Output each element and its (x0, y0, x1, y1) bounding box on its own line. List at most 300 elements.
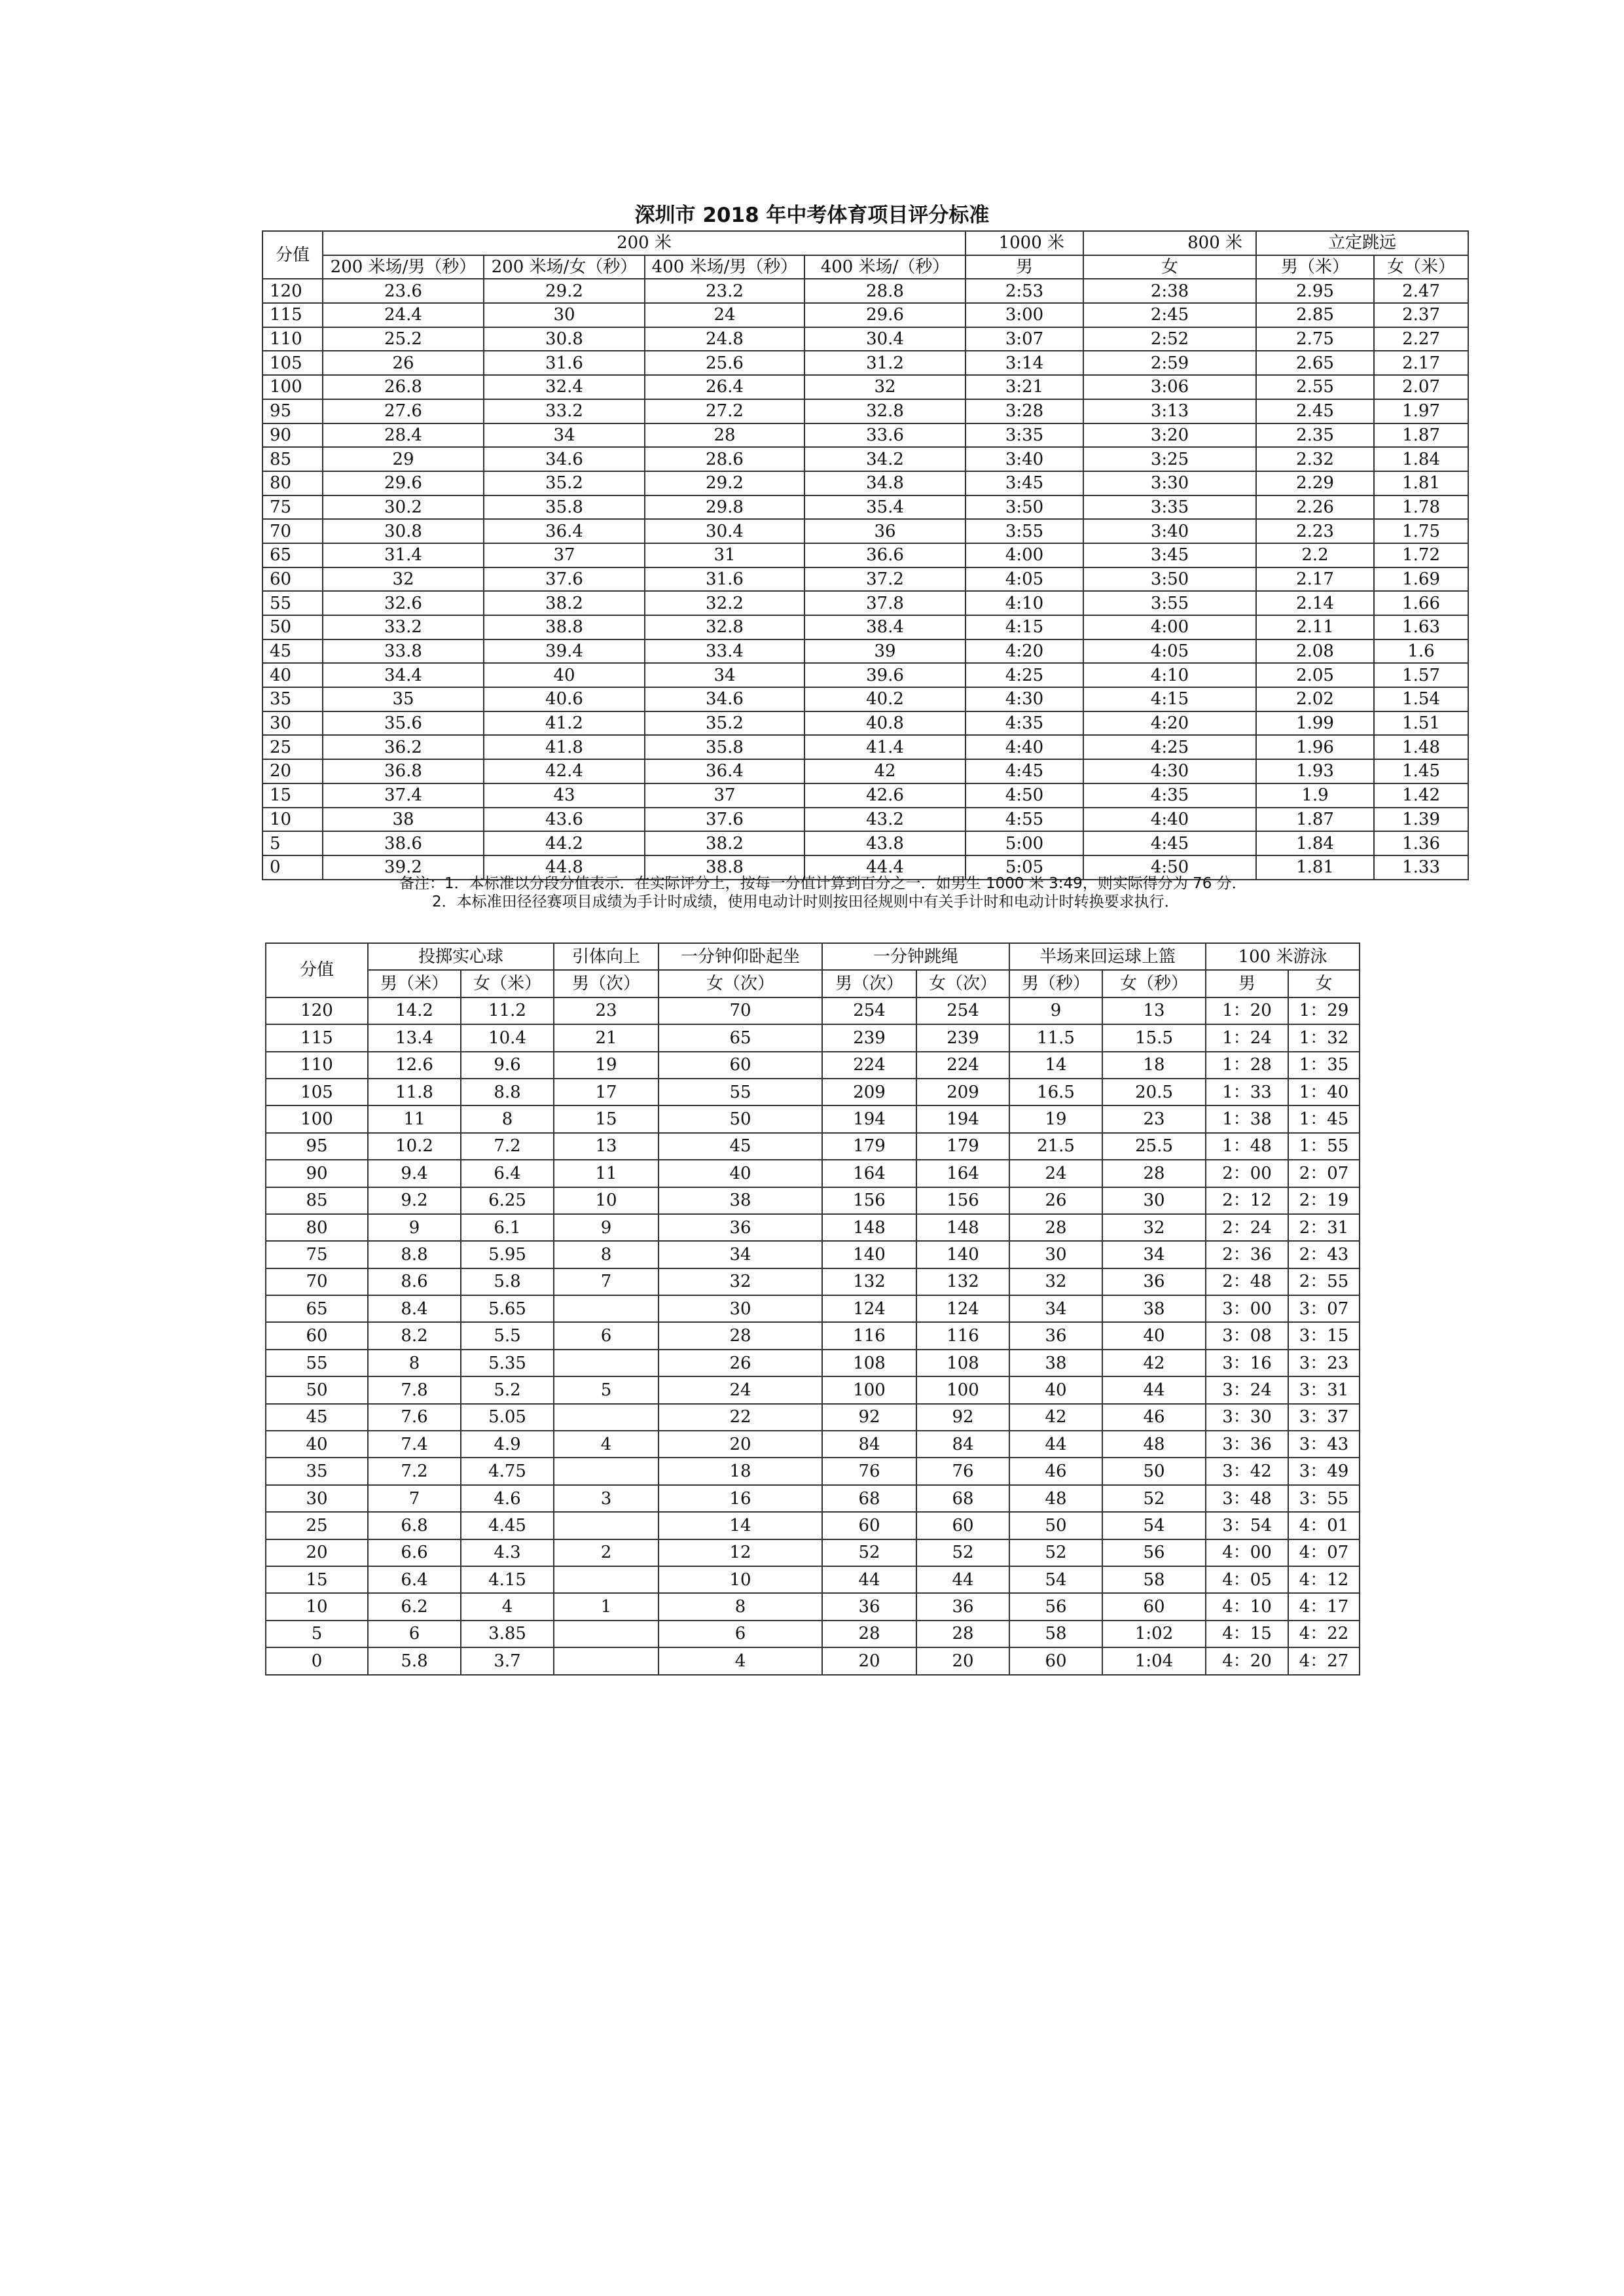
table-cell: 2：55 (1288, 1268, 1360, 1295)
header-basket-male: 男（秒） (1009, 970, 1102, 997)
table-cell: 37.6 (645, 808, 804, 832)
table-cell: 46 (1102, 1404, 1206, 1431)
table-row (266, 1187, 1360, 1214)
table-cell: 1.75 (1374, 519, 1468, 543)
table-cell: 2 (554, 1539, 659, 1566)
table-cell: 32.6 (323, 591, 484, 615)
table-cell: 30 (484, 303, 645, 327)
table-cell: 7.2 (368, 1458, 461, 1484)
table-cell: 3:21 (965, 375, 1083, 399)
table-cell: 4：10 (1206, 1593, 1288, 1620)
table-cell: 17 (554, 1079, 659, 1105)
table-cell: 40 (1009, 1376, 1102, 1403)
table-cell: 3：00 (1206, 1295, 1288, 1322)
table-row (262, 423, 1468, 448)
table-cell: 33.2 (323, 615, 484, 639)
table-cell: 5.8 (461, 1268, 554, 1295)
table-cell: 5:05 (965, 855, 1083, 880)
header-200m-field-male: 200 米场/男（秒） (323, 255, 484, 279)
table-cell: 1.48 (1374, 735, 1468, 759)
table-cell: 2：31 (1288, 1214, 1360, 1241)
table-cell: 9 (368, 1214, 461, 1241)
table-cell: 39.2 (323, 855, 484, 880)
table-row (262, 808, 1468, 832)
table-cell: 3:50 (965, 495, 1083, 520)
table-cell: 1：32 (1288, 1024, 1360, 1051)
table-cell: 40.6 (484, 687, 645, 711)
table-cell: 4.45 (461, 1512, 554, 1539)
table-cell: 1.45 (1374, 759, 1468, 783)
table-cell: 36 (804, 519, 965, 543)
table-cell: 20.5 (1102, 1079, 1206, 1105)
table-cell: 38.6 (323, 831, 484, 855)
table-cell: 3:40 (1083, 519, 1256, 543)
table-cell: 56 (1102, 1539, 1206, 1566)
table-cell: 2.23 (1256, 519, 1374, 543)
table-cell: 35.2 (645, 711, 804, 736)
table-cell: 32.8 (645, 615, 804, 639)
table-cell: 44.4 (804, 855, 965, 880)
table-cell: 3：48 (1206, 1485, 1288, 1512)
table-cell: 35.8 (484, 495, 645, 520)
table-cell: 3：36 (1206, 1431, 1288, 1458)
table-row (262, 375, 1468, 399)
table-cell: 1.51 (1374, 711, 1468, 736)
table-cell: 1：45 (1288, 1105, 1360, 1132)
table-cell: 9 (554, 1214, 659, 1241)
table-cell: 1.78 (1374, 495, 1468, 520)
table-cell: 4：22 (1288, 1621, 1360, 1647)
table-cell: 3：30 (1206, 1404, 1288, 1431)
score-cell: 110 (262, 327, 323, 351)
table-cell: 38 (1102, 1295, 1206, 1322)
table-cell: 4：27 (1288, 1647, 1360, 1674)
table-cell: 2.17 (1374, 351, 1468, 375)
table-cell: 3：49 (1288, 1458, 1360, 1484)
table-cell: 20 (659, 1431, 822, 1458)
score-cell: 60 (266, 1322, 368, 1349)
table-cell: 10 (659, 1566, 822, 1593)
table-cell (554, 1458, 659, 1484)
table-cell: 14 (659, 1512, 822, 1539)
table-cell: 60 (822, 1512, 916, 1539)
table-cell: 3:45 (965, 471, 1083, 495)
header-rope-female: 女（次） (916, 970, 1009, 997)
table-cell: 209 (822, 1079, 916, 1105)
table-cell (554, 1350, 659, 1376)
table-cell: 2.47 (1374, 279, 1468, 303)
table-cell: 1.87 (1374, 423, 1468, 448)
table-row (266, 1079, 1360, 1105)
table-cell: 224 (916, 1052, 1009, 1079)
table-cell: 6.8 (368, 1512, 461, 1539)
table-cell: 34.6 (484, 447, 645, 471)
table-cell: 1.97 (1374, 399, 1468, 423)
header-rope-male: 男（次） (822, 970, 916, 997)
score-cell: 10 (266, 1593, 368, 1620)
header-800m-female: 女 (1083, 255, 1256, 279)
table-cell: 164 (822, 1160, 916, 1187)
table-cell: 4：00 (1206, 1539, 1288, 1566)
table-cell: 38.8 (484, 615, 645, 639)
table-cell: 40.2 (804, 687, 965, 711)
table-row (262, 711, 1468, 736)
table-row (262, 687, 1468, 711)
table-cell: 1：29 (1288, 997, 1360, 1024)
table-cell: 19 (1009, 1105, 1102, 1132)
table-row (262, 567, 1468, 592)
score-cell: 15 (266, 1566, 368, 1593)
table-cell: 194 (916, 1105, 1009, 1132)
table-cell: 32.8 (804, 399, 965, 423)
table-cell: 54 (1102, 1512, 1206, 1539)
table-cell: 30 (1009, 1241, 1102, 1268)
score-cell: 110 (266, 1052, 368, 1079)
table-cell: 5.35 (461, 1350, 554, 1376)
table-cell: 60 (1009, 1647, 1102, 1674)
table-cell: 41.8 (484, 735, 645, 759)
table-cell: 2.29 (1256, 471, 1374, 495)
table-cell: 11.2 (461, 997, 554, 1024)
table-cell: 37.4 (323, 783, 484, 808)
table-cell: 23 (554, 997, 659, 1024)
table-cell: 10.2 (368, 1133, 461, 1160)
table-cell: 30.4 (645, 519, 804, 543)
table-cell (554, 1647, 659, 1674)
table-cell: 9.6 (461, 1052, 554, 1079)
header-jump-female: 女（米） (1374, 255, 1468, 279)
table-cell: 36.2 (323, 735, 484, 759)
table-cell: 6.6 (368, 1539, 461, 1566)
table-cell: 239 (822, 1024, 916, 1051)
header-800m: 800 米 (1083, 231, 1256, 255)
table-cell: 32.2 (645, 591, 804, 615)
table-cell: 1.9 (1256, 783, 1374, 808)
table-cell (554, 1621, 659, 1647)
table-cell: 38.8 (645, 855, 804, 880)
table-cell: 4:55 (965, 808, 1083, 832)
table-cell: 65 (659, 1024, 822, 1051)
table-cell: 1.42 (1374, 783, 1468, 808)
table-cell: 38.2 (484, 591, 645, 615)
table-row (262, 495, 1468, 520)
score-cell: 15 (262, 783, 323, 808)
score-cell: 25 (262, 735, 323, 759)
table-cell: 4 (461, 1593, 554, 1620)
table-cell: 1.54 (1374, 687, 1468, 711)
table-cell: 9 (1009, 997, 1102, 1024)
table-cell: 2：43 (1288, 1241, 1360, 1268)
table-cell: 32 (804, 375, 965, 399)
table-row (266, 1376, 1360, 1403)
table-cell: 2：36 (1206, 1241, 1288, 1268)
table-cell: 4.6 (461, 1485, 554, 1512)
table-cell (554, 1566, 659, 1593)
table-cell: 43 (484, 783, 645, 808)
table-cell: 3:35 (1083, 495, 1256, 520)
table-cell: 4：15 (1206, 1621, 1288, 1647)
table-cell: 1.96 (1256, 735, 1374, 759)
table-cell (554, 1404, 659, 1431)
table-cell: 31.6 (645, 567, 804, 592)
table-cell: 34 (1102, 1241, 1206, 1268)
table-cell: 40 (484, 663, 645, 687)
table-cell: 11 (554, 1160, 659, 1187)
table-cell: 3 (554, 1485, 659, 1512)
table-cell: 43.6 (484, 808, 645, 832)
table-cell: 24 (659, 1376, 822, 1403)
table-cell (554, 1512, 659, 1539)
table-cell: 23.6 (323, 279, 484, 303)
table-row (266, 1295, 1360, 1322)
table-cell: 29.6 (323, 471, 484, 495)
table-cell: 1：55 (1288, 1133, 1360, 1160)
score-cell: 25 (266, 1512, 368, 1539)
table-cell: 54 (1009, 1566, 1102, 1593)
table-cell: 4.15 (461, 1566, 554, 1593)
table-cell: 21.5 (1009, 1133, 1102, 1160)
table-cell: 30.4 (804, 327, 965, 351)
table-cell: 38 (323, 808, 484, 832)
table-cell: 8.8 (461, 1079, 554, 1105)
table-cell: 36.4 (645, 759, 804, 783)
table-cell: 2.85 (1256, 303, 1374, 327)
table-row (266, 1241, 1360, 1268)
table-cell: 4:50 (965, 783, 1083, 808)
table-cell: 6 (659, 1621, 822, 1647)
table-cell: 34.2 (804, 447, 965, 471)
header-basket-female: 女（秒） (1102, 970, 1206, 997)
table-cell: 14 (1009, 1052, 1102, 1079)
table-cell: 3:13 (1083, 399, 1256, 423)
table-cell: 3:35 (965, 423, 1083, 448)
table-cell: 5.95 (461, 1241, 554, 1268)
table-cell: 41.4 (804, 735, 965, 759)
table-cell: 26 (659, 1350, 822, 1376)
table-cell: 2.14 (1256, 591, 1374, 615)
table-cell: 48 (1102, 1431, 1206, 1458)
table-cell: 33.6 (804, 423, 965, 448)
table-cell: 3:25 (1083, 447, 1256, 471)
table-cell: 52 (1102, 1485, 1206, 1512)
table-cell: 1.6 (1374, 639, 1468, 664)
table-cell: 18 (659, 1458, 822, 1484)
table-cell: 8.4 (368, 1295, 461, 1322)
table-cell: 29 (323, 447, 484, 471)
table-cell: 1:04 (1102, 1647, 1206, 1674)
score-cell: 0 (262, 855, 323, 880)
table-row (262, 543, 1468, 567)
table-cell: 2:53 (965, 279, 1083, 303)
table-cell: 16 (659, 1485, 822, 1512)
header-score: 分值 (266, 943, 368, 997)
table-cell: 28 (822, 1621, 916, 1647)
table-cell: 25.2 (323, 327, 484, 351)
table-cell: 3:40 (965, 447, 1083, 471)
table-cell: 4:00 (1083, 615, 1256, 639)
score-cell: 30 (262, 711, 323, 736)
table-cell: 4:25 (1083, 735, 1256, 759)
score-cell: 45 (262, 639, 323, 664)
table-cell: 2.26 (1256, 495, 1374, 520)
table-cell: 4.3 (461, 1539, 554, 1566)
score-cell: 120 (262, 279, 323, 303)
table-cell: 3:55 (1083, 591, 1256, 615)
header-200m-field-female: 200 米场/女（秒） (484, 255, 645, 279)
score-cell: 50 (262, 615, 323, 639)
header-swim-female: 女 (1288, 970, 1360, 997)
table-cell: 14.2 (368, 997, 461, 1024)
table-row (266, 1214, 1360, 1241)
table-cell: 3：43 (1288, 1431, 1360, 1458)
table-cell: 2.05 (1256, 663, 1374, 687)
table-cell: 4:00 (965, 543, 1083, 567)
table-cell: 108 (916, 1350, 1009, 1376)
table-cell: 8.8 (368, 1241, 461, 1268)
notes (399, 874, 1247, 911)
table-cell: 1：35 (1288, 1052, 1360, 1079)
table-cell: 1：20 (1206, 997, 1288, 1024)
table-cell: 23.2 (645, 279, 804, 303)
table-cell: 38 (659, 1187, 822, 1214)
table-cell: 4:35 (1083, 783, 1256, 808)
header-standing-jump: 立定跳远 (1256, 231, 1468, 255)
table-cell: 1：33 (1206, 1079, 1288, 1105)
table-cell: 27.6 (323, 399, 484, 423)
table-cell: 50 (1009, 1512, 1102, 1539)
header-400m-field: 400 米场/（秒） (804, 255, 965, 279)
table-cell: 7.2 (461, 1133, 554, 1160)
table-cell: 4：01 (1288, 1512, 1360, 1539)
header-pullup-male: 男（次） (554, 970, 659, 997)
table-cell: 15.5 (1102, 1024, 1206, 1051)
score-cell: 115 (266, 1024, 368, 1051)
table-cell: 3：15 (1288, 1322, 1360, 1349)
table-cell: 179 (822, 1133, 916, 1160)
score-cell: 10 (262, 808, 323, 832)
table-row (266, 1350, 1360, 1376)
table-cell: 2：48 (1206, 1268, 1288, 1295)
score-cell: 95 (266, 1133, 368, 1160)
table-row (266, 1458, 1360, 1484)
header-swim-male: 男 (1206, 970, 1288, 997)
table-cell: 28.6 (645, 447, 804, 471)
table-cell: 12.6 (368, 1052, 461, 1079)
table-cell: 239 (916, 1024, 1009, 1051)
table-cell: 3：07 (1288, 1295, 1360, 1322)
header-200m: 200 米 (323, 231, 965, 255)
table-cell: 156 (916, 1187, 1009, 1214)
table-cell: 70 (659, 997, 822, 1024)
table-cell: 8.2 (368, 1322, 461, 1349)
table-cell: 8 (659, 1593, 822, 1620)
table-cell: 2.45 (1256, 399, 1374, 423)
table-cell: 35.2 (484, 471, 645, 495)
table-cell: 4:25 (965, 663, 1083, 687)
table-cell: 37 (484, 543, 645, 567)
table-cell: 42.6 (804, 783, 965, 808)
table-cell: 2:59 (1083, 351, 1256, 375)
table-cell: 4：20 (1206, 1647, 1288, 1674)
table-cell: 6.4 (368, 1566, 461, 1593)
table-cell: 36.4 (484, 519, 645, 543)
table-cell: 34.8 (804, 471, 965, 495)
table-cell: 36 (916, 1593, 1009, 1620)
table-cell: 1.87 (1256, 808, 1374, 832)
table-cell: 1：28 (1206, 1052, 1288, 1079)
table-cell: 28 (1102, 1160, 1206, 1187)
table-cell: 15 (554, 1105, 659, 1132)
note-line-2: 2．本标准田径径赛项目成绩为手计时成绩，使用电动计时则按田径规则中有关手计时和电动计时转换要求执行． (432, 893, 1180, 910)
header-score: 分值 (262, 231, 323, 279)
table-cell: 34 (1009, 1295, 1102, 1322)
table-cell: 28 (645, 423, 804, 448)
table-cell: 58 (1009, 1621, 1102, 1647)
table-cell: 2：12 (1206, 1187, 1288, 1214)
table-cell: 2.27 (1374, 327, 1468, 351)
table-cell: 24 (1009, 1160, 1102, 1187)
score-cell: 35 (266, 1458, 368, 1484)
table-row (262, 471, 1468, 495)
score-cell: 40 (266, 1431, 368, 1458)
table-cell: 2.07 (1374, 375, 1468, 399)
table-cell: 1.36 (1374, 831, 1468, 855)
table-cell: 28.4 (323, 423, 484, 448)
table-row (262, 615, 1468, 639)
table-cell: 36 (1009, 1322, 1102, 1349)
table-row (266, 1133, 1360, 1160)
table-cell: 41.2 (484, 711, 645, 736)
table-cell: 1：38 (1206, 1105, 1288, 1132)
score-cell: 35 (262, 687, 323, 711)
table-cell: 29.2 (645, 471, 804, 495)
table-cell: 6.2 (368, 1593, 461, 1620)
table-cell: 40 (1102, 1322, 1206, 1349)
score-cell: 20 (266, 1539, 368, 1566)
table-cell: 34 (659, 1241, 822, 1268)
table-row (266, 1322, 1360, 1349)
table-cell: 1.63 (1374, 615, 1468, 639)
table-cell: 3：24 (1206, 1376, 1288, 1403)
table-cell: 132 (916, 1268, 1009, 1295)
table-cell: 32.4 (484, 375, 645, 399)
score-cell: 75 (266, 1241, 368, 1268)
table-cell: 5.05 (461, 1404, 554, 1431)
table-cell: 9.4 (368, 1160, 461, 1187)
table-cell: 4:40 (965, 735, 1083, 759)
score-cell: 85 (266, 1187, 368, 1214)
table-cell: 4 (659, 1647, 822, 1674)
score-cell: 115 (262, 303, 323, 327)
score-cell: 60 (262, 567, 323, 592)
table-cell: 1.69 (1374, 567, 1468, 592)
table-cell: 4:45 (965, 759, 1083, 783)
score-cell: 65 (266, 1295, 368, 1322)
table-cell: 32 (1102, 1214, 1206, 1241)
table-cell: 39.4 (484, 639, 645, 664)
table-row (266, 1404, 1360, 1431)
table-cell: 3:06 (1083, 375, 1256, 399)
table-cell: 31 (645, 543, 804, 567)
table-cell: 2.17 (1256, 567, 1374, 592)
header-ball-male: 男（米） (368, 970, 461, 997)
table-cell: 6.4 (461, 1160, 554, 1187)
table-cell: 2：07 (1288, 1160, 1360, 1187)
table-row (266, 1647, 1360, 1674)
table-row (262, 327, 1468, 351)
table-cell: 179 (916, 1133, 1009, 1160)
table-row (266, 1024, 1360, 1051)
